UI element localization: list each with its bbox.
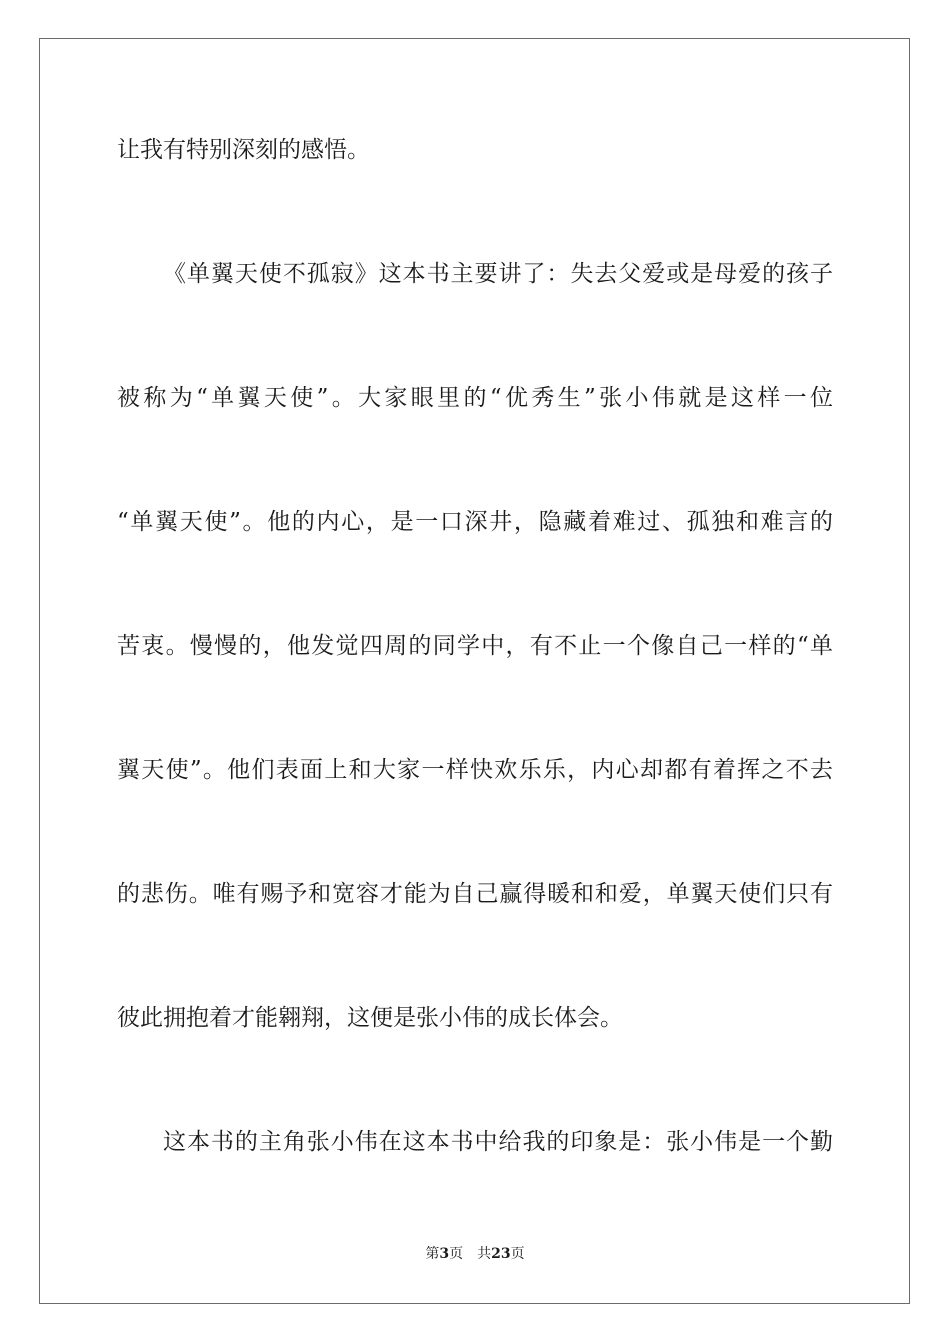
text-line-2: 《单翼天使不孤寂》这本书主要讲了：失去父爱或是母爱的孩子 — [163, 261, 833, 287]
text-line-5: 苦衷。慢慢的，他发觉四周的同学中，有不止一个像自己一样的“单 — [117, 633, 833, 659]
text-line-7: 的悲伤。唯有赐予和宽容才能为自己赢得暖和和爱，单翼天使们只有 — [117, 881, 833, 907]
text-line-4: “单翼天使”。他的内心，是一口深井，隐藏着难过、孤独和难言的 — [117, 509, 833, 535]
footer-total-pages: 23 — [491, 1246, 511, 1262]
footer-page-prefix: 第 — [425, 1246, 440, 1262]
text-line-1: 让我有特别深刻的感悟。 — [117, 137, 370, 163]
footer-total-prefix: 共 — [477, 1246, 492, 1262]
text-line-9: 这本书的主角张小伟在这本书中给我的印象是：张小伟是一个勤 — [163, 1129, 833, 1155]
page-border — [39, 38, 910, 1304]
footer-page-number: 3 — [439, 1246, 450, 1262]
footer-page-suffix: 页 — [449, 1246, 464, 1262]
text-line-6: 翼天使”。他们表面上和大家一样快欢乐乐，内心却都有着挥之不去 — [117, 757, 833, 783]
text-line-3: 被称为“单翼天使”。大家眼里的“优秀生”张小伟就是这样一位 — [117, 385, 833, 411]
page-footer — [0, 1244, 950, 1264]
text-line-8: 彼此拥抱着才能翱翔，这便是张小伟的成长体会。 — [117, 1005, 623, 1031]
footer-total-suffix: 页 — [510, 1246, 525, 1262]
